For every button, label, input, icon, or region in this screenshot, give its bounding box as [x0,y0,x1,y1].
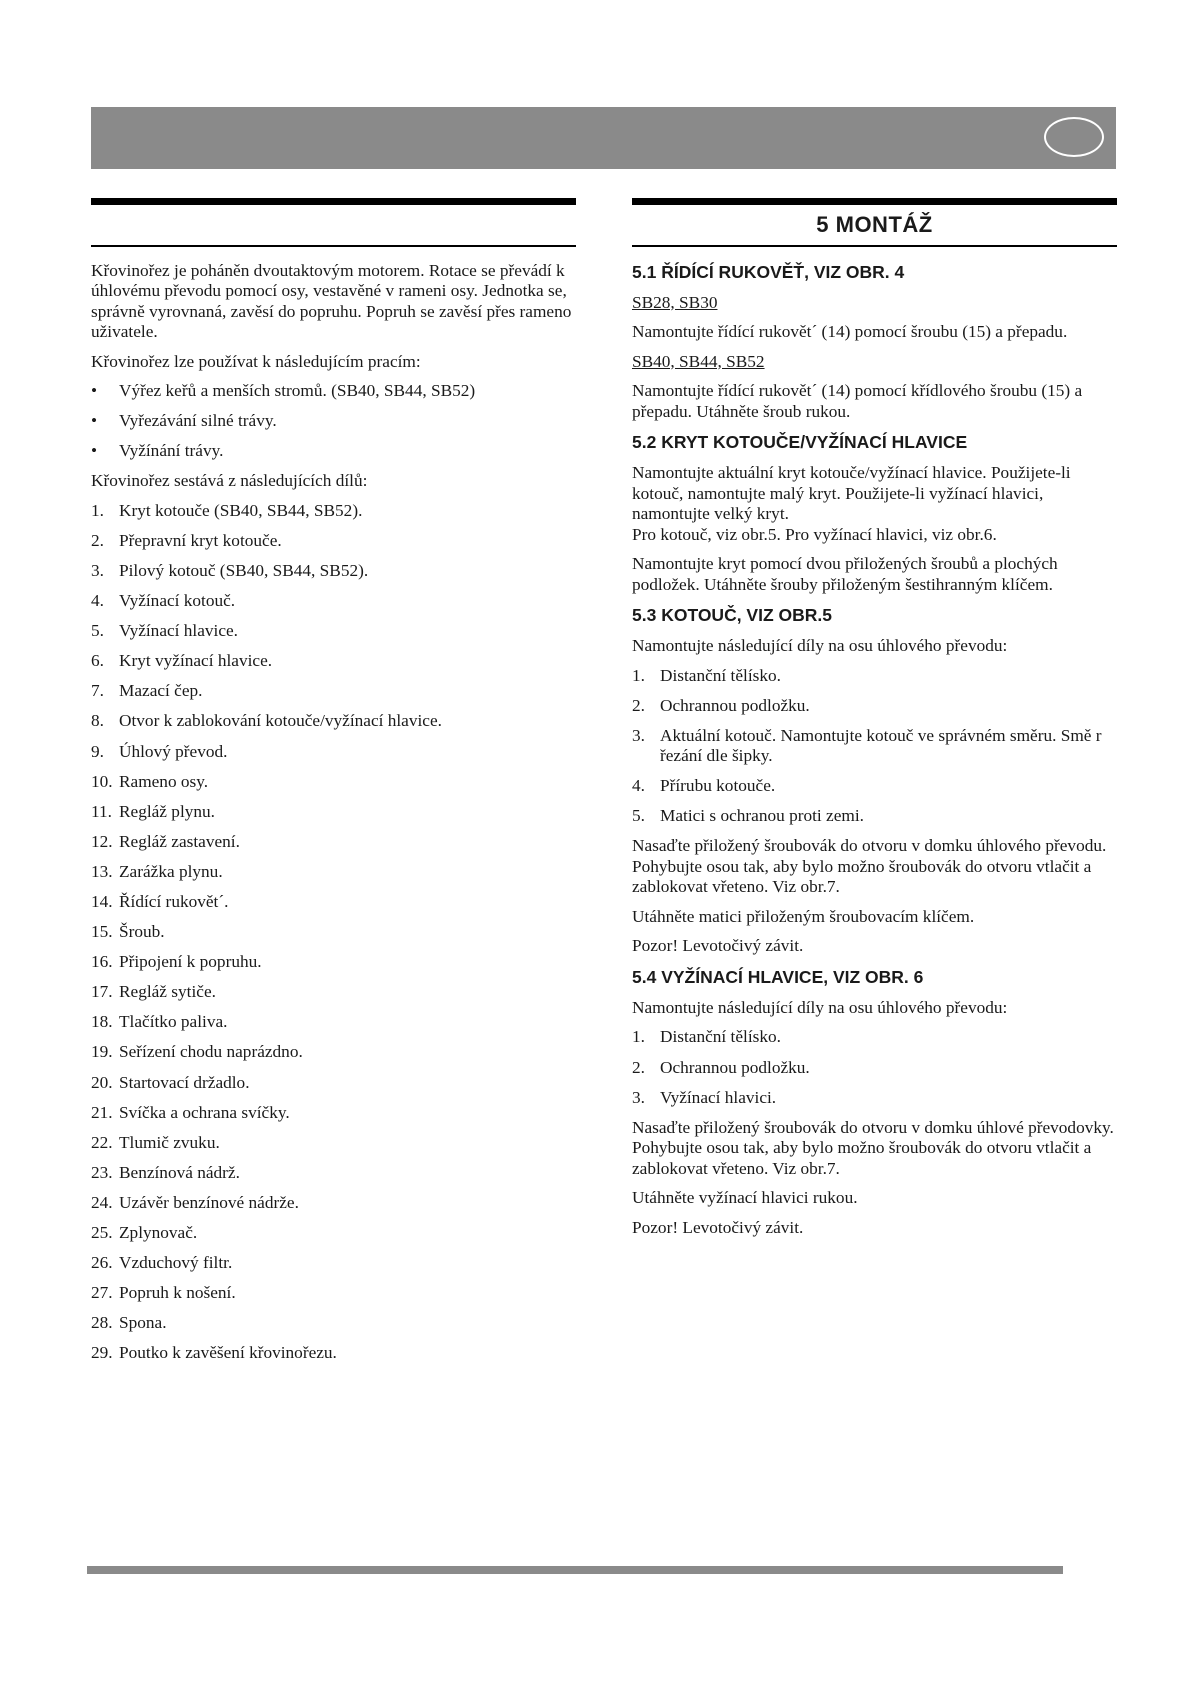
guard-paragraph-2: Namontujte kryt pomocí dvou přiložených šroubů a plochých podložek. Utáhněte šrouby přiloženým šestihranným klíčem. [632,554,1058,594]
part-item [91,1012,576,1033]
list-item-text: Svíčka a ochrana svíčky. [119,1102,290,1122]
blade-part-item [632,696,1117,717]
part-item [91,621,576,642]
part-item [91,982,576,1003]
part-item [91,952,576,973]
right-bottom-rule [632,245,1117,247]
list-number: 16. [91,952,113,972]
use-item [91,381,576,402]
section-title-row [632,205,1117,245]
list-number: 24. [91,1192,113,1212]
trimmer-intro: Namontujte následující díly na osu úhlového převodu: [632,997,1008,1017]
right-top-rule [632,198,1117,205]
part-item [91,862,576,883]
list-number: 15. [91,922,113,942]
part-item [91,802,576,823]
list-number: 3. [632,1087,645,1107]
list-number: 8. [91,711,104,731]
list-item-text: Uzávěr benzínové nádrže. [119,1192,299,1212]
intro-paragraph: Křovinořez je poháněn dvoutaktovým motorem. Rotace se převádí k úhlovému převodu pomocí osy, vestavěné v rameni osy. Jednotka se, správně vyrovnaná, zavěsí do popruhu. Popruh se zavěsí přes rameno uživatele. [91,260,572,341]
list-number: 5. [632,806,645,826]
use-item [91,411,576,432]
right-content [632,261,1117,1239]
trimmer-paragraph-1: Nasaďte přiložený šroubovák do otvoru v domku úhlové převodovky. Pohybujte osou tak, aby bylo možno šroubovák do otvoru vtlačit a zablokovat vřeteno. Viz obr.7. [632,1117,1114,1178]
list-item-text: Distanční tělísko. [660,1027,781,1047]
part-item [91,1042,576,1063]
part-item [91,772,576,793]
list-item-text: Vzduchový filtr. [119,1253,233,1273]
trimmer-parts-list [632,1027,1117,1108]
part-item [91,892,576,913]
bullet-marker: • [91,441,98,461]
list-number: 13. [91,861,113,881]
list-item-text: Tlumič zvuku. [119,1132,220,1152]
part-item [91,561,576,582]
part-item [91,501,576,522]
list-item-text: Rameno osy. [119,771,209,791]
list-item-text: Řídící rukovět´. [119,892,229,911]
list-item-text: Popruh k nošení. [119,1283,236,1303]
use-item [91,441,576,462]
blade-intro: Namontujte následující díly na osu úhlového převodu: [632,636,1008,655]
part-item [91,922,576,943]
list-item-text: Šroub. [119,922,165,942]
use-item-text: Vyřezávání silné trávy. [119,411,277,431]
part-item [91,1343,576,1364]
part-item [91,1283,576,1304]
uses-list [91,381,576,462]
heading-5-3: 5.3 KOTOUČ, VIZ OBR.5 [632,605,832,625]
heading-5-4: 5.4 VYŽÍNACÍ HLAVICE, VIZ OBR. 6 [632,966,924,987]
list-number: 9. [91,741,104,761]
list-item-text: Distanční tělísko. [660,665,781,685]
trimmer-part-item [632,1088,1117,1109]
list-number: 18. [91,1012,113,1032]
list-number: 22. [91,1132,113,1152]
list-number: 14. [91,892,113,911]
list-number: 2. [632,1057,645,1077]
list-item-text: Aktuální kotouč. Namontujte kotouč ve správném směru. Smě r řezání dle šipky. [660,725,1102,766]
right-column [632,198,1117,1247]
list-number: 29. [91,1343,113,1363]
list-number: 5. [91,621,104,641]
list-number: 20. [91,1072,113,1092]
part-item [91,1133,576,1154]
list-item-text: Připojení k popruhu. [119,952,262,972]
trimmer-part-item [632,1058,1117,1079]
list-item-text: Benzínová nádrž. [119,1162,240,1182]
part-item [91,1253,576,1274]
list-number: 26. [91,1253,113,1273]
blade-part-item [632,806,1117,827]
left-section-title-row [91,205,576,245]
handle-text-a: Namontujte řídící rukovět´ (14) pomocí šroubu (15) a přepadu. [632,322,1068,341]
part-item [91,742,576,763]
part-item [91,531,576,552]
blade-part-item [632,776,1117,797]
list-number: 4. [632,776,645,796]
list-number: 4. [91,591,104,611]
parts-list [91,501,576,1364]
part-item [91,1163,576,1184]
list-item-text: Pilový kotouč (SB40, SB44, SB52). [119,560,369,580]
part-item [91,711,576,732]
footer-bar [87,1566,1063,1574]
list-item-text: Ochrannou podložku. [660,1057,810,1077]
list-number: 7. [91,681,104,701]
list-item-text: Mazací čep. [119,681,203,701]
list-number: 2. [91,530,104,550]
blade-paragraph-1: Nasaďte přiložený šroubovák do otvoru v domku úhlového převodu. Pohybujte osou tak, aby bylo možno šroubovák do otvoru vtlačit a zablokovat vřeteno. Viz obr.7. [632,836,1107,897]
use-item-text: Vyžínání trávy. [119,441,224,461]
left-top-rule [91,198,576,205]
list-item-text: Zplynovač. [119,1223,198,1243]
list-item-text: Otvor k zablokování kotouče/vyžínací hlavice. [119,711,442,731]
list-item-text: Vyžínací kotouč. [119,591,236,611]
list-number: 2. [632,695,645,715]
part-item [91,1313,576,1334]
trimmer-part-item [632,1027,1117,1048]
models-sb28-sb30: SB28, SB30 [632,292,718,312]
list-number: 19. [91,1042,113,1062]
list-item-text: Ochrannou podložku. [660,695,810,715]
trimmer-warning: Pozor! Levotočivý závit. [632,1217,804,1237]
language-badge-oval [1044,117,1104,157]
list-number: 23. [91,1162,113,1182]
blade-parts-list [632,666,1117,827]
list-number: 28. [91,1313,113,1333]
list-number: 3. [632,725,645,745]
part-item [91,1193,576,1214]
section-title: 5 MONTÁŽ [816,212,933,237]
list-number: 6. [91,651,104,671]
part-item [91,1223,576,1244]
handle-text-b: Namontujte řídící rukovět´ (14) pomocí křídlového šroubu (15) a přepadu. Utáhněte šroub rukou. [632,381,1083,421]
list-item-text: Vyžínací hlavice. [119,621,238,641]
part-item [91,651,576,672]
heading-5-2: 5.2 KRYT KOTOUČE/VYŽÍNACÍ HLAVICE [632,432,968,452]
list-item-text: Kryt kotouče (SB40, SB44, SB52). [119,500,363,520]
blade-paragraph-2: Utáhněte matici přiloženým šroubovacím klíčem. [632,906,975,926]
use-item-text: Výřez keřů a menších stromů. (SB40, SB44, SB52) [119,381,476,400]
list-item-text: Regláž zastavení. [119,831,240,851]
list-item-text: Regláž plynu. [119,801,215,821]
part-item [91,1073,576,1094]
uses-intro: Křovinořez lze používat k následujícím pracím: [91,351,421,371]
blade-warning: Pozor! Levotočivý závit. [632,936,804,956]
list-number: 10. [91,771,113,791]
trimmer-paragraph-2: Utáhněte vyžínací hlavici rukou. [632,1188,858,1208]
list-number: 12. [91,831,113,851]
part-item [91,832,576,853]
list-item-text: Úhlový převod. [119,741,228,761]
list-item-text: Matici s ochranou proti zemi. [660,806,864,826]
list-item-text: Tlačítko paliva. [119,1012,228,1032]
blade-part-item [632,726,1117,767]
list-item-text: Přepravní kryt kotouče. [119,530,282,550]
list-item-text: Vyžínací hlavici. [660,1087,777,1107]
list-number: 1. [632,665,645,685]
list-item-text: Zarážka plynu. [119,861,223,881]
list-number: 17. [91,982,113,1002]
list-number: 27. [91,1283,113,1303]
left-column [91,198,576,1374]
parts-intro: Křovinořez sestává z následujících dílů: [91,471,368,491]
blade-part-item [632,666,1117,687]
list-number: 1. [91,500,104,520]
left-content [91,261,576,1364]
list-item-text: Kryt vyžínací hlavice. [119,651,273,671]
list-number: 21. [91,1102,113,1122]
part-item [91,1103,576,1124]
list-number: 25. [91,1223,113,1243]
list-item-text: Poutko k zavěšení křovinořezu. [119,1343,337,1363]
bullet-marker: • [91,411,98,431]
models-sb40-sb52: SB40, SB44, SB52 [632,351,765,371]
header-bar [91,107,1116,169]
list-item-text: Přírubu kotouče. [660,776,776,796]
list-item-text: Startovací držadlo. [119,1072,250,1092]
list-number: 3. [91,560,104,580]
part-item [91,681,576,702]
bullet-marker: • [91,381,98,400]
part-item [91,591,576,612]
list-number: 1. [632,1027,645,1047]
heading-5-1: 5.1 ŘÍDÍCÍ RUKOVĚŤ, VIZ OBR. 4 [632,261,905,282]
left-bottom-rule [91,245,576,247]
list-item-text: Regláž sytiče. [119,982,216,1002]
guard-paragraph-1-ref: Pro kotouč, viz obr.5. Pro vyžínací hlavici, viz obr.6. [632,524,997,544]
list-item-text: Spona. [119,1313,167,1333]
guard-paragraph-1-text: Namontujte aktuální kryt kotouče/vyžínací hlavice. Použijete-li kotouč, namontujte malý kryt. Použijete-li vyžínací hlavici, namontujte velký kryt. [632,463,1071,523]
list-item-text: Seřízení chodu naprázdno. [119,1042,303,1062]
list-number: 11. [91,801,112,821]
guard-paragraph-1 [632,463,1117,545]
